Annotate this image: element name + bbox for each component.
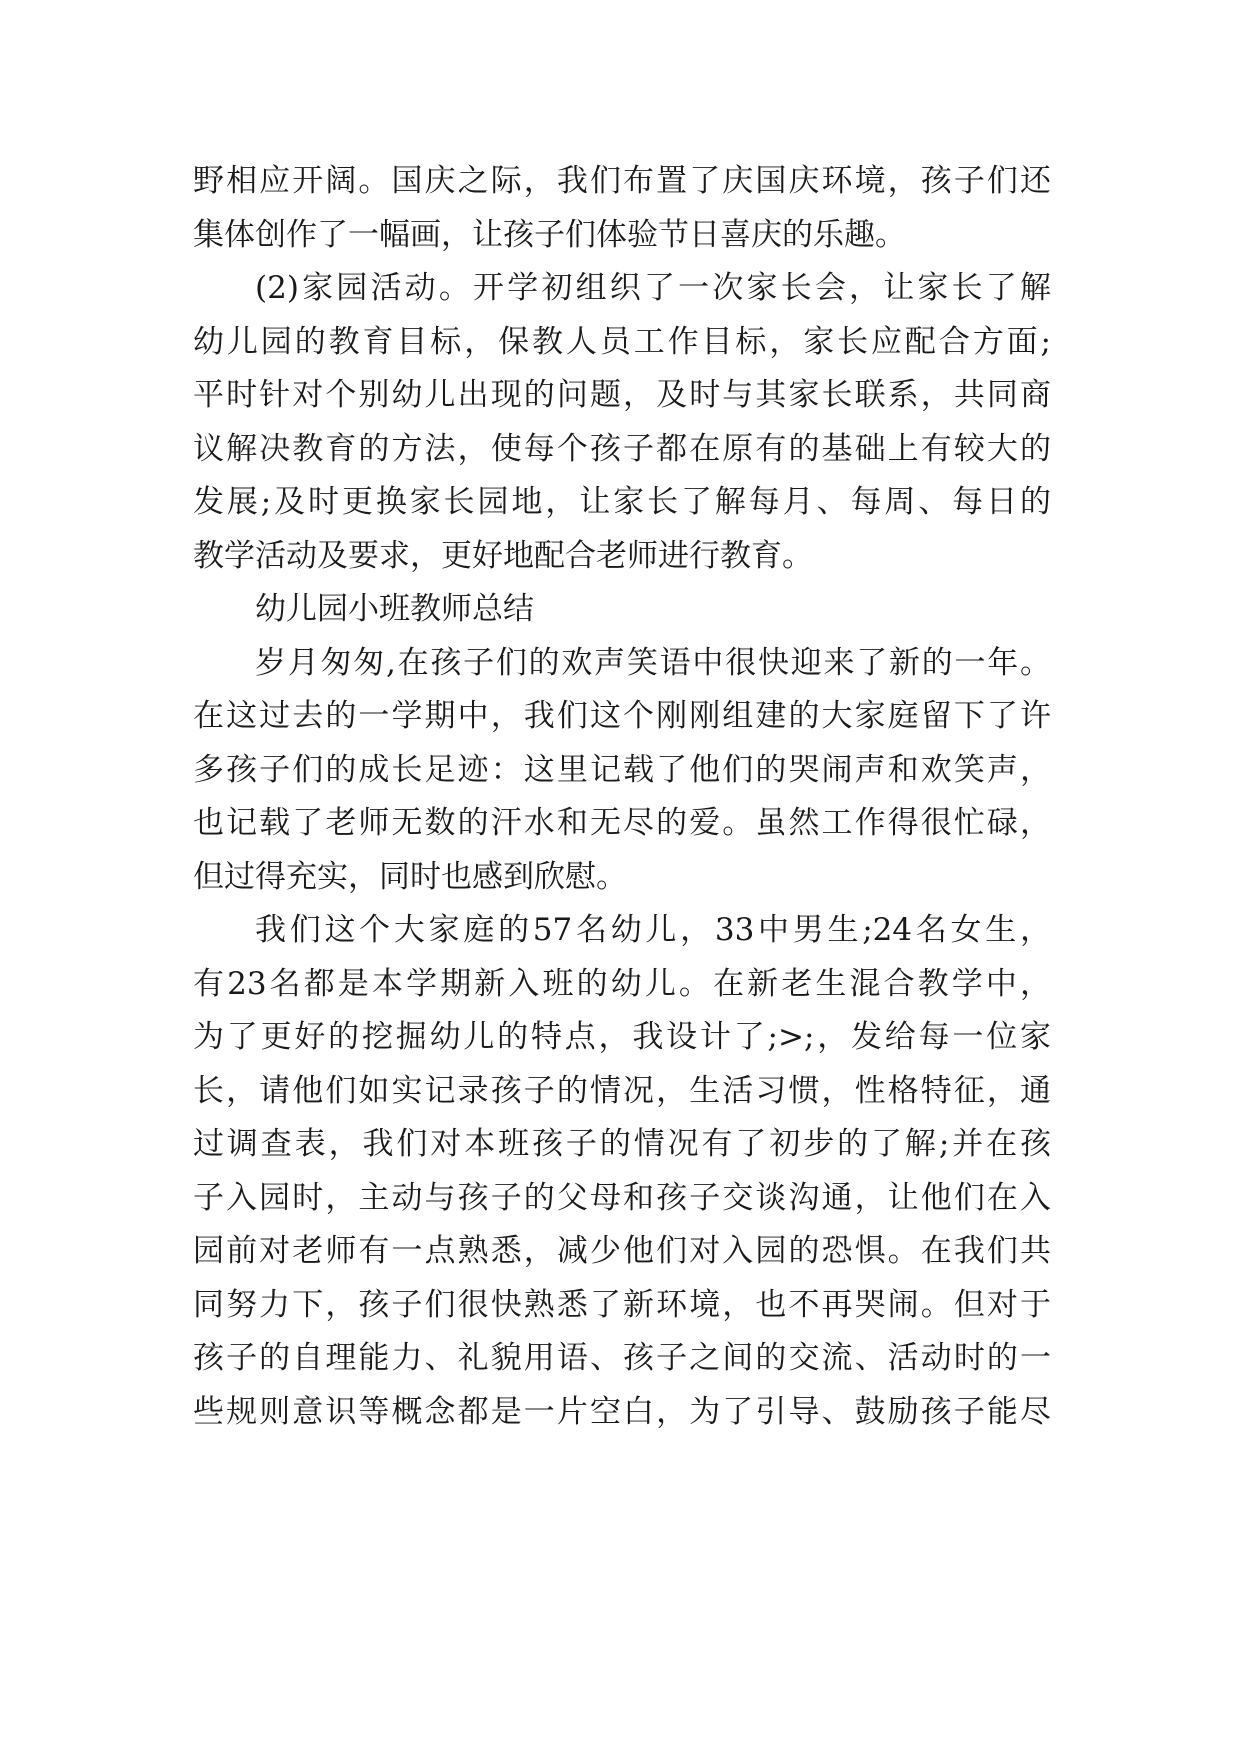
text-line: 但过得充实，同时也感到欣慰。 <box>193 858 627 895</box>
text-line: 子入园时，主动与孩子的父母和孩子交谈沟通，让他们在入 <box>193 1179 1051 1216</box>
text-line: 教学活动及要求，更好地配合老师进行教育。 <box>193 537 813 574</box>
paragraph-first-line: 岁月匆匆,在孩子们的欢声笑语中很快迎来了新的一年。 <box>255 644 1051 681</box>
section-heading: 幼儿园小班教师总结 <box>255 591 534 627</box>
text-line: 也记载了老师无数的汗水和无尽的爱。虽然工作得很忙碌， <box>193 805 1051 841</box>
text-line: 平时针对个别幼儿出现的问题，及时与其家长联系，共同商 <box>193 377 1051 413</box>
text-line: 议解决教育的方法，使每个孩子都在原有的基础上有较大的 <box>193 430 1051 467</box>
text-line: 多孩子们的成长足迹：这里记载了他们的哭闹声和欢笑声， <box>193 751 1051 788</box>
text-line: 幼儿园的教育目标，保教人员工作目标，家长应配合方面; <box>193 323 1051 360</box>
text-line: 集体创作了一幅画，让孩子们体验节日喜庆的乐趣。 <box>193 216 906 253</box>
text-line: 过调查表，我们对本班孩子的情况有了初步的了解;并在孩 <box>193 1126 1051 1162</box>
document-body <box>193 155 1051 1439</box>
text-line: 同努力下，孩子们很快熟悉了新环境，也不再哭闹。但对于 <box>193 1286 1051 1323</box>
paragraph-first-line: (2)家园活动。开学初组织了一次家长会，让家长了解 <box>255 270 1051 306</box>
text-line: 园前对老师有一点熟悉，减少他们对入园的恐惧。在我们共 <box>193 1233 1051 1269</box>
text-line: 长，请他们如实记录孩子的情况，生活习惯，性格特征，通 <box>193 1072 1051 1109</box>
text-line: 发展;及时更换家长园地，让家长了解每月、每周、每日的 <box>193 484 1051 520</box>
text-line: 在这过去的一学期中，我们这个刚刚组建的大家庭留下了许 <box>193 698 1051 734</box>
text-line: 野相应开阔。国庆之际，我们布置了庆国庆环境，孩子们还 <box>193 163 1051 199</box>
paragraph-first-line: 我们这个大家庭的57名幼儿，33中男生;24名女生， <box>255 912 1051 948</box>
text-line: 些规则意识等概念都是一片空白，为了引导、鼓励孩子能尽 <box>193 1393 1051 1430</box>
text-line: 为了更好的挖掘幼儿的特点，我设计了;>;，发给每一位家 <box>193 1019 1051 1055</box>
text-line: 孩子的自理能力、礼貌用语、孩子之间的交流、活动时的一 <box>193 1340 1051 1376</box>
text-line: 有23名都是本学期新入班的幼儿。在新老生混合教学中， <box>193 965 1051 1002</box>
